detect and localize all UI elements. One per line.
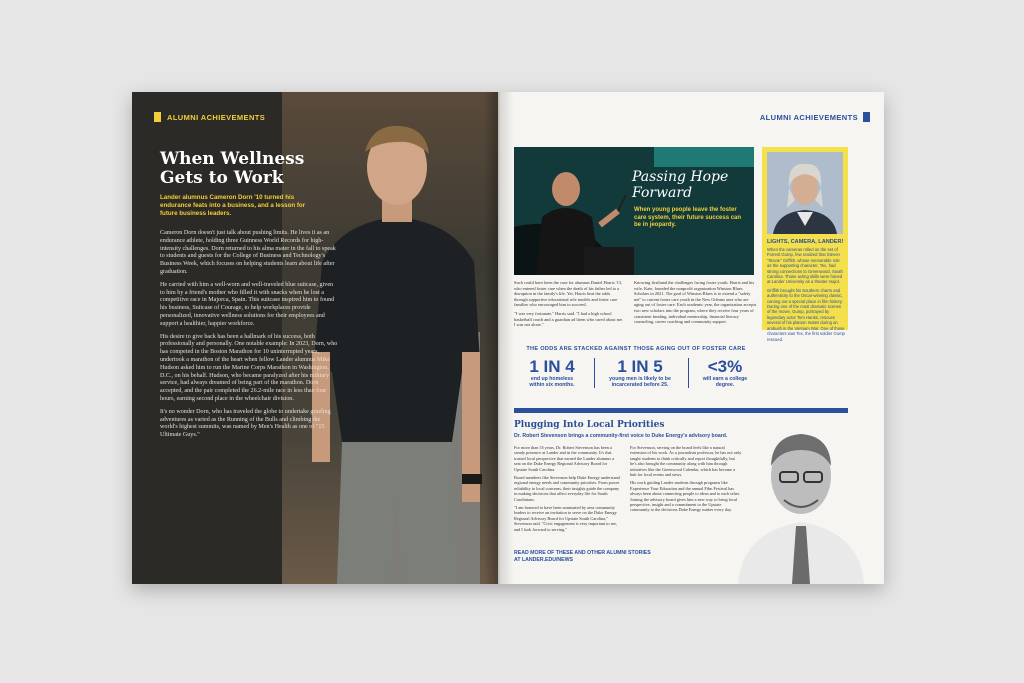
griffith-photo — [767, 152, 843, 234]
body-paragraph: "I was very fortunate," Harris said. "I had a high school basketball coach and a guardian ad litem who cared about me. I was not alone." — [514, 310, 624, 328]
stat-value: 1 IN 4 — [529, 357, 575, 376]
stat-label: end up homeless — [530, 376, 574, 382]
stat-label: young men is likely to be — [609, 376, 671, 382]
feature-column-1 — [514, 280, 624, 331]
sidebar-paragraph: When the cameras rolled on the set of Forrest Gump, few realized that Steven "Stevie" Griffith, whose memorable role as the supporting character, Tex, had strong connections to Greenwood, South Carolina. Those acting skills were honed at Lander University as a theater major. — [767, 247, 843, 285]
stevenson-photo — [718, 414, 884, 584]
tower-logo-icon — [154, 112, 161, 122]
body-paragraph: "I am honored to have been nominated by area community leaders to receive an invitation to serve on the Duke Energy Regional Advisory Board for Upstate South Carolina," Stevenson said. "Civic engagement is very important to me, and I look forward to serving." — [514, 505, 617, 532]
feature-title-line: Passing Hope — [632, 169, 729, 185]
plug-title: Plugging Into Local Priorities — [514, 420, 665, 430]
body-paragraph: His desire to give back has been a hallmark of his success, both professionally and personally. One notable example: In 2023, Dorn, who has competed in the Boston Marathon for 10 uninterrupted years, undertook a marathon of the heart when fellow Lander alumnus Mike Hudson asked him to run the Marine Corps Marathon in Washington, D.C., on his behalf. Hudson, who became paralyzed after his military service, had always dreamed of being part of the marathon. Dorn accepted, and the pair completed the 26.2-mile race in less than four hours, earning second place in the wheelchair division. — [160, 333, 338, 402]
body-paragraph: For Stevenson, serving on the board feels like a natural extension of his work. As a journalism professor, he has not only taught students to think critically and report thoughtfully, but he's also brought the community along with him through initiatives like the Greenwood Calendar, which has become a hub for local events and news. — [630, 445, 742, 478]
kicker-label: ALUMNI ACHIEVEMENTS — [167, 113, 266, 122]
stat-value: <3% — [707, 357, 743, 376]
feature-title — [632, 169, 752, 201]
body-paragraph: Cameron Dorn doesn't just talk about pushing limits. He lives it as an endurance athlete, holding three Guinness World Records for high-intensity challenges. Dorn returned to his alma mater in the fall to speak to students and guests for the College of Business and Technology's Business Week, which focuses on helping students learn about life after graduation. — [160, 230, 336, 275]
body-paragraph: He carried with him a well-worn and well-traveled blue suitcase, given to him by a friend's mother who filled it with snacks when he lost a competitive race in Majorca, Spain. This suitcase inspired him to found his business, Suitcase of Courage, to help workplaces provide personalized, innovative wellness solutions for their employees and support a healthier, happier workforce. — [160, 281, 335, 327]
sidebar-box — [762, 147, 848, 342]
feature-photo — [514, 147, 754, 275]
body-paragraph: Such could have been the case for alumnus Daniel Harris '13, who entered foster care when the death of his father led to a disruption in the family's life. Yet, Harris beat the odds through supportive educational role models and foster care families who encouraged him to succeed. — [514, 280, 622, 308]
kicker-label: ALUMNI ACHIEVEMENTS — [759, 113, 858, 122]
body-paragraph: Knowing firsthand the challenges facing foster youth, Harris and his wife, Kate, founded the nonprofit organization Winston Blues Scholars in 2021. The goal of Winston Blues is to extend a "safety net" to current foster care youth in the New Orleans area who are aging out of foster care. Each academic year, the organization accepts two new scholars into the program, where they receive four years of consistent funding, individual mentorship, financial literacy counseling, career coaching and community support. — [634, 280, 757, 325]
tower-logo-icon — [863, 112, 870, 122]
stat-divider — [688, 358, 689, 388]
feature-title-line: Forward — [632, 185, 693, 201]
stat-block — [514, 358, 590, 389]
stat-label: will earn a college — [702, 376, 748, 382]
feature-column-2 — [634, 280, 758, 328]
plug-deck: Dr. Robert Stevenson brings a community-first voice to Duke Energy's advisory board. — [514, 433, 728, 439]
stat-block — [690, 358, 760, 389]
read-more-line: AT LANDER.EDU/NEWS — [514, 556, 573, 563]
stat-label: within six months. — [529, 382, 575, 389]
stat-value: 1 IN 5 — [617, 357, 663, 376]
stat-divider — [594, 358, 595, 388]
stat-label: degree. — [715, 382, 735, 389]
right-page — [498, 92, 884, 584]
article-deck: Lander alumnus Cameron Dorn '10 turned his endurance feats into a business, and a lesson for future business leaders. — [160, 194, 306, 217]
stat-label: incarcerated before 25. — [611, 382, 669, 389]
feature-deck: When young people leave the foster care system, their future success can be in jeopardy. — [634, 207, 742, 228]
title-line: When Wellness — [160, 149, 305, 169]
title-line: Gets to Work — [160, 168, 284, 188]
body-paragraph: Board members like Stevenson help Duke Energy understand regional energy needs and community priorities. From power reliability to local concerns, their insights guide the company in making decisions that affect everyday life for South Carolinians. — [514, 475, 620, 502]
section-rule — [514, 408, 848, 413]
read-more-line: READ MORE OF THESE AND OTHER ALUMNI STORIES — [514, 550, 651, 556]
plug-column-1 — [514, 445, 620, 535]
magazine-spread — [132, 92, 884, 584]
article-title — [160, 150, 310, 188]
body-paragraph: His work guiding Lander students through programs like Experience Your Education and the annual Film Festival has always been about connecting people to ideas and to each other. Joining the advisory board gives him a new way to bring local perspective, insight and a commitment to the Upstate community to the decisions Duke Energy makes every day. — [630, 480, 740, 513]
article-body — [160, 230, 338, 445]
section-kicker — [760, 112, 870, 122]
stat-block — [596, 358, 684, 389]
odds-heading: THE ODDS ARE STACKED AGAINST THOSE AGING OUT OF FOSTER CARE — [526, 346, 746, 352]
read-more-link[interactable] — [514, 550, 651, 564]
body-paragraph: For more than 35 years, Dr. Robert Stevenson has been a steady presence at Lander and in the community. It's that trusted local perspective that earned the Lander alumnus a seat on the Duke Energy Regional Advisory Board for Upstate South Carolina. — [514, 445, 614, 472]
sidebar-body — [767, 247, 845, 345]
left-page — [132, 92, 498, 584]
body-paragraph: It's no wonder Dorn, who has traveled the globe to undertake grueling adventures as varied as the Running of the Bulls and climbing the world's highest summits, was named by Men's Health as one of "15 Ultimate Guys." — [160, 408, 331, 439]
sidebar-heading: LIGHTS, CAMERA, LANDER! — [767, 239, 844, 245]
section-kicker — [154, 112, 265, 122]
sidebar-paragraph: Griffith brought his Southern charm and authenticity to the Oscar-winning classic, carving out a special place in film history. During one of the most dramatic scenes of the movie, Gump, portrayed by legendary actor Tom Hanks, rescues several of his platoon mates during an ambush in the Vietnam War. One of those characters was Tex, the first soldier Gump rescued. — [767, 287, 845, 342]
